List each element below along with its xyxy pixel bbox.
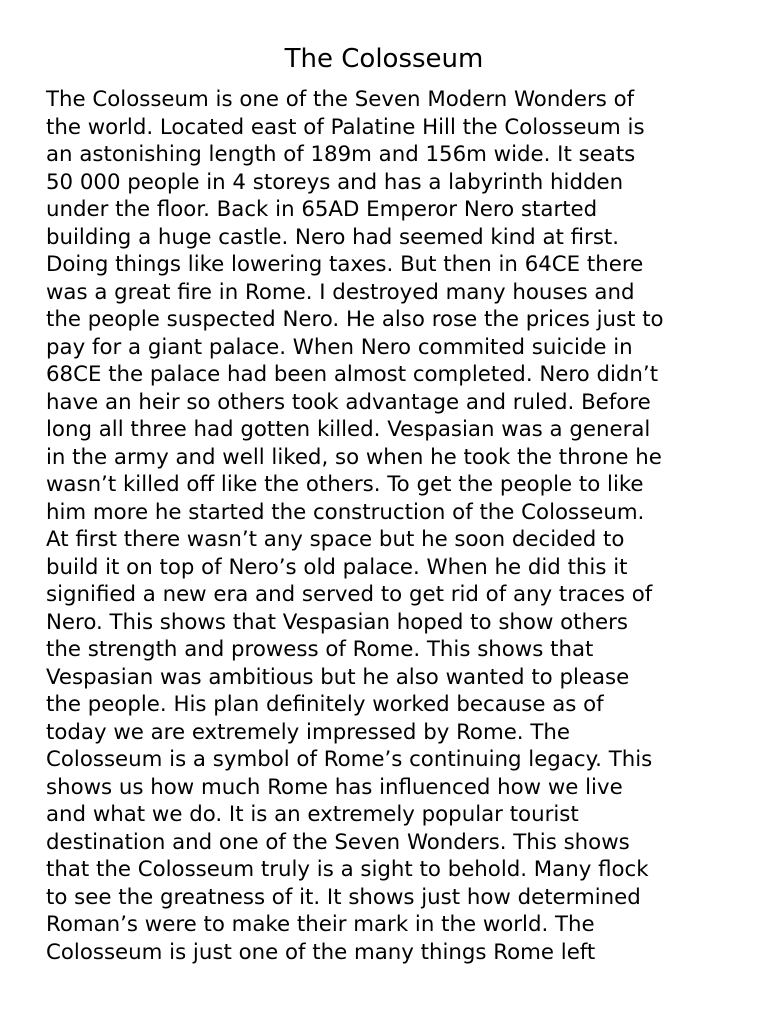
text-line: long all three had gotten killed. Vespasian was a general	[46, 417, 651, 442]
text-line: The Colosseum is one of the Seven Modern Wonders of	[46, 87, 635, 112]
document-title: The Colosseum	[284, 44, 484, 74]
text-line: today we are extremely impressed by Rome. The	[46, 719, 570, 745]
text-line: under the floor. Back in 65AD Emperor Nero started	[46, 197, 598, 222]
text-line: the world. Located east of Palatine Hill the Colosseum is	[46, 114, 645, 140]
text-line: and what we do. It is an extremely popular tourist	[46, 802, 579, 827]
text-line: signified a new era and served to get rid of any traces of	[46, 582, 653, 607]
text-line: have an heir so others took advantage and ruled. Before	[46, 389, 651, 415]
text-line: the people. His plan definitely worked because as of	[46, 692, 604, 717]
text-line: Colosseum is just one of the many things Rome left	[46, 939, 596, 965]
text-line: shows us how much Rome has influenced how we live	[46, 774, 623, 800]
text-line: to see the greatness of it. It shows just how determined	[46, 884, 641, 910]
text-line: Vespasian was ambitious but he also wanted to please	[46, 664, 630, 690]
text-line: him more he started the construction of the Colosseum.	[46, 499, 645, 525]
text-line: Colosseum is a symbol of Rome’s continuing legacy. This	[46, 747, 653, 772]
text-line: was a great fire in Rome. I destroyed many houses and	[46, 279, 635, 305]
text-line: wasn’t killed off like the others. To get the people to like	[46, 472, 644, 497]
text-line: build it on top of Nero’s old palace. When he did this it	[46, 554, 628, 580]
text-line: 68CE the palace had been almost completed. Nero didn’t	[46, 362, 659, 387]
text-line: in the army and well liked, so when he took the throne he	[46, 444, 662, 470]
text-line: the people suspected Nero. He also rose the prices just to	[46, 307, 664, 332]
text-line: that the Colosseum truly is a sight to behold. Many flock	[46, 857, 649, 882]
text-line: Doing things like lowering taxes. But then in 64CE there	[46, 252, 644, 277]
text-line: an astonishing length of 189m and 156m wide. It seats	[46, 142, 636, 167]
document-body	[46, 86, 664, 966]
text-line: the strength and prowess of Rome. This shows that	[46, 637, 594, 662]
text-line: 50 000 people in 4 storeys and has a labyrinth hidden	[46, 169, 624, 195]
text-line: destination and one of the Seven Wonders. This shows	[46, 829, 630, 855]
text-line: pay for a giant palace. When Nero commited suicide in	[46, 334, 633, 360]
text-line: building a huge castle. Nero had seemed kind at first.	[46, 224, 620, 250]
text-line: Nero. This shows that Vespasian hoped to show others	[46, 609, 628, 635]
text-line: Roman’s were to make their mark in the world. The	[46, 912, 595, 937]
text-line: At first there wasn’t any space but he soon decided to	[46, 527, 625, 552]
